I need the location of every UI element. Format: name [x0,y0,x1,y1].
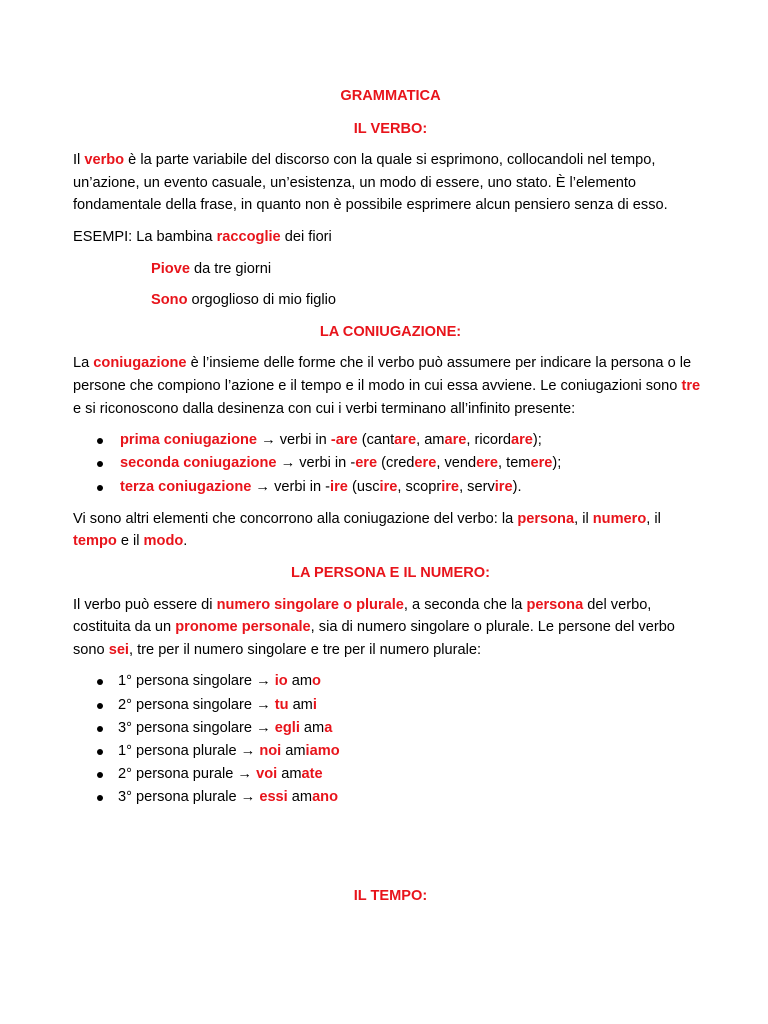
keyword: o [312,673,321,690]
keyword: modo [143,533,184,550]
keyword: essi [259,789,288,806]
persone-list [73,670,708,809]
text: am [299,719,325,736]
paragraph-verbo-definition [73,149,708,217]
text: dei fiori [280,228,332,245]
list-item-prima-coniugazione: prima coniugazione → verbi in -are (cantare, amare, ricordare); [73,429,708,452]
heading-il-verbo: IL VERBO: [353,120,428,137]
text: ( [377,455,387,472]
keyword: persona [526,596,584,613]
text: serv [467,478,495,495]
text: am [288,696,313,713]
example-line-3 [73,289,708,312]
text: , a seconda che la [403,596,527,613]
text: , il [646,510,661,527]
heading-la-persona-e-il-numero: LA PERSONA E IL NUMERO: [291,564,490,581]
keyword: ate [301,766,323,783]
keyword: numero [592,510,647,527]
keyword: ire [441,478,460,495]
text: am [287,789,313,806]
text: → verbi in [257,432,331,449]
keyword: iamo [305,742,340,759]
example-line-1 [73,226,708,249]
list-item-persona [73,717,708,740]
text: ); [552,455,562,472]
text: Il verbo può essere di [73,596,217,613]
text: am [287,673,313,690]
keyword: Sono [151,292,188,309]
text: ricord [474,432,511,449]
text: am [424,432,445,449]
text: da tre giorni [189,260,272,277]
text: e il [116,533,144,550]
text: 1° persona singolare → [118,673,275,690]
text: → verbi in - [251,478,331,495]
heading-la-coniugazione: LA CONIUGAZIONE: [319,323,462,340]
text: 2° persona purale → [118,766,257,783]
text: , il [574,510,593,527]
text: cred [386,455,415,472]
text: e si riconoscono dalla desinenza con cui i verbi terminano all’infinito presente: [73,400,576,417]
keyword: coniugazione [93,355,187,372]
paragraph-persona [73,594,708,662]
text: usc [356,478,380,495]
list-item-persona [73,786,708,809]
keyword: sei [108,641,129,658]
keyword: are [444,432,467,449]
text: , sia di numero singolare o plurale. Le persone del verbo sono [73,619,675,658]
keyword: egli [274,719,300,736]
keyword: verbo [84,152,125,169]
keyword: ere [530,455,553,472]
spacer [73,819,708,885]
keyword: Piove [151,260,190,277]
text: 3° persona singolare → [118,719,275,736]
text: am [277,766,302,783]
keyword: terza coniugazione [120,478,252,495]
text: am [281,742,306,759]
text: scopr [405,478,442,495]
paragraph-coniugazione [73,352,708,420]
text: tem [506,455,531,472]
keyword: are [511,432,533,449]
text: 2° persona singolare → [118,696,275,713]
text: La [73,355,94,372]
text: 1° persona plurale → [118,742,260,759]
text: , tre per il numero singolare e tre per il numero plurale: [129,641,482,658]
list-item-persona [73,694,708,717]
keyword: a [324,719,333,736]
keyword: noi [259,742,282,759]
text: ( [357,432,367,449]
text: è l’insieme delle forme che il verbo può assumere per indicare la persona o le persone che compiono l’azione e il tempo e il modo in cui essa avviene. Le coniugazioni sono [73,355,692,394]
keyword: ire [379,478,398,495]
list-item-terza-coniugazione: terza coniugazione → verbi in -ire (uscire, scoprire, servire). [73,476,708,499]
list-item-persona [73,763,708,786]
heading-il-tempo: IL TEMPO: [353,887,428,904]
text: . [183,533,188,550]
text: 3° persona plurale → [118,789,260,806]
keyword: tu [274,696,289,713]
list-item-seconda-coniugazione: seconda coniugazione → verbi in -ere (credere, vendere, temere); [73,452,708,475]
list-item-persona [73,740,708,763]
keyword: raccoglie [216,228,281,245]
keyword: ire [330,478,348,495]
text: ); [532,432,542,449]
keyword: numero singolare o plurale [216,596,404,613]
keyword: tempo [73,533,117,550]
text: del verbo, costituita da un [73,596,652,636]
text: orgoglioso di mio figlio [187,292,336,309]
title-grammatica: GRAMMATICA [340,88,441,104]
examples-label: ESEMPI: La bambina [73,228,217,245]
text: ). [512,478,522,495]
keyword: ere [476,455,499,472]
keyword: persona [517,510,575,527]
text: ( [347,478,357,495]
keyword: ere [414,455,437,472]
keyword: ire [494,478,513,495]
text: è la parte variabile del discorso con la quale si esprimono, collocandoli nel tempo, un’azione, un evento casuale, un’esistenza, un modo di essere, uno stato. È l’elemento fondamentale della frase, in quanto non è possibile esprimere alcun pensiero senza di esso. [73,152,668,214]
text: cant [366,432,395,449]
keyword: pronome personale [175,619,311,636]
list-item-persona [73,670,708,693]
text: Il [73,152,85,169]
keyword: ano [312,789,339,806]
keyword: prima coniugazione [120,432,258,449]
keyword: are [394,432,417,449]
coniugazioni-list [73,429,708,499]
paragraph-elementi [73,508,708,553]
example-line-2 [73,258,708,281]
keyword: tre [681,377,701,394]
text: → verbi in - [276,455,356,472]
keyword: i [312,696,317,713]
keyword: io [274,673,288,690]
text: vend [444,455,477,472]
text: Vi sono altri elementi che concorrono alla coniugazione del verbo: la [73,510,518,527]
keyword: -are [330,432,358,449]
keyword: seconda coniugazione [120,455,277,472]
keyword: voi [256,766,278,783]
keyword: ere [355,455,378,472]
